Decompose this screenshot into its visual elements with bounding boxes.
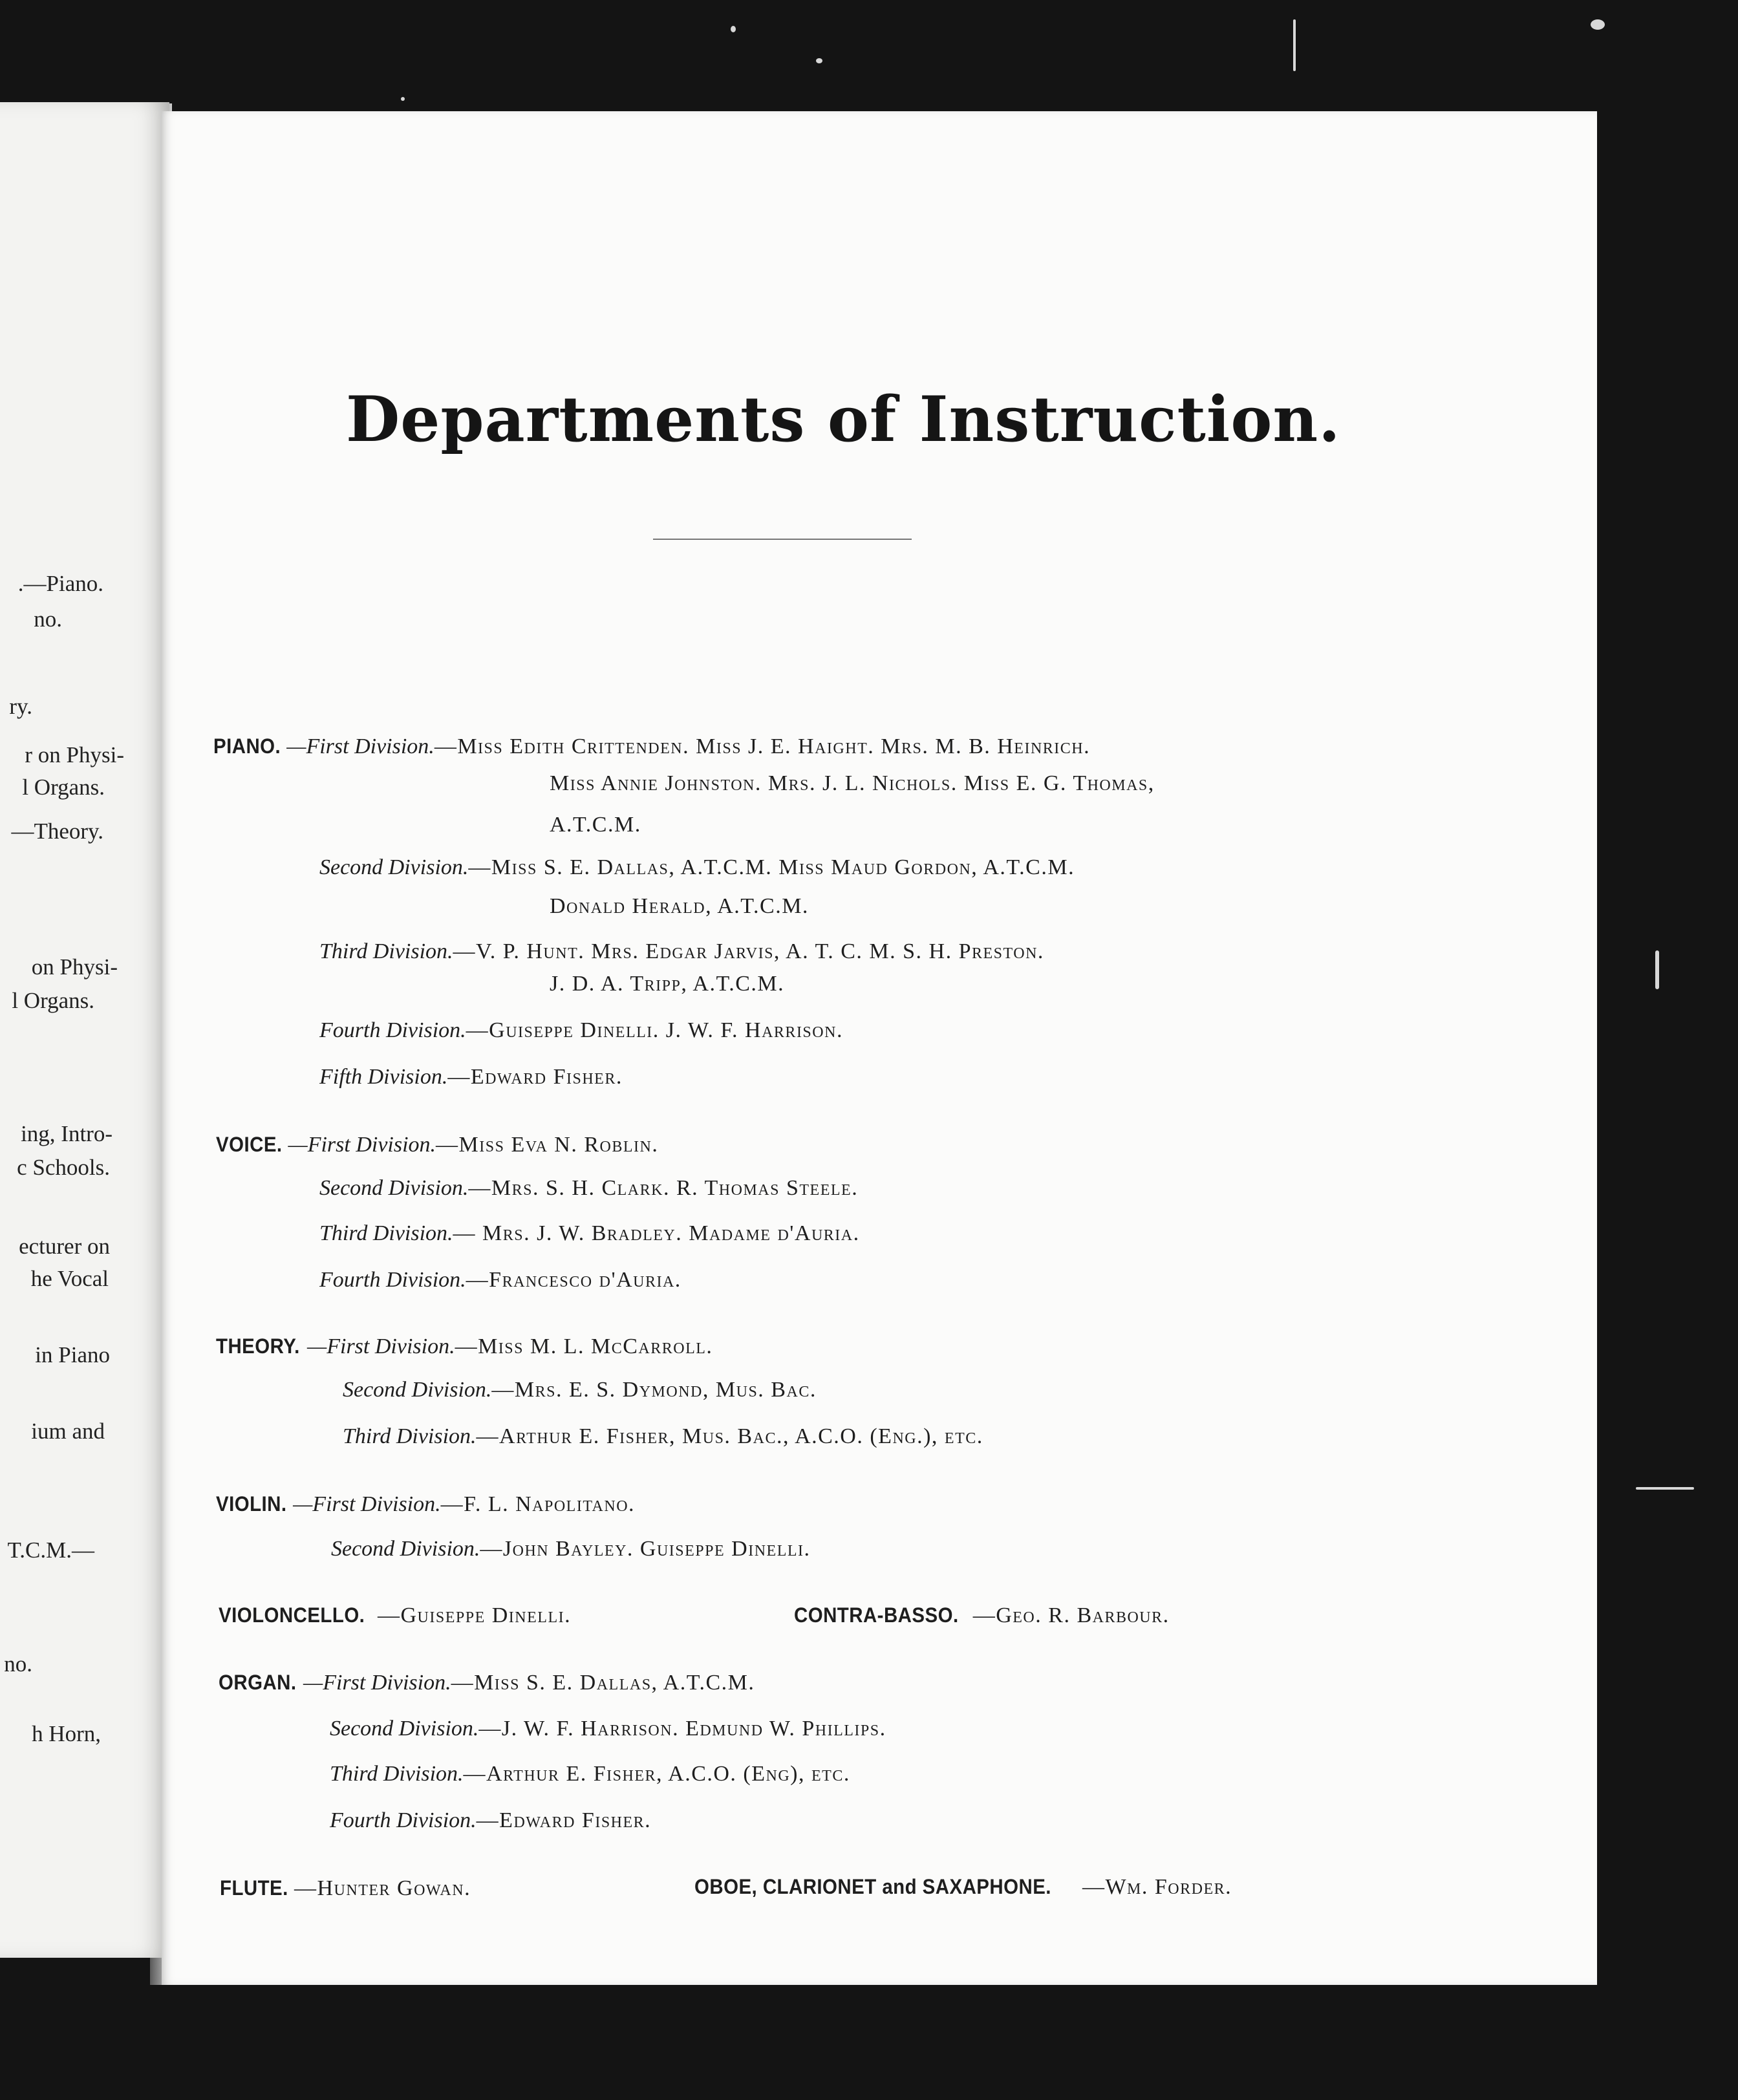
faculty-names: —Miss M. L. McCarroll. — [455, 1334, 713, 1358]
left-page-text: no. — [4, 1651, 32, 1677]
faculty-names: —Arthur E. Fisher, A.C.O. (Eng), etc. — [463, 1762, 850, 1786]
division-label: —First Division. — [288, 1133, 436, 1157]
faculty-names: —Mrs. S. H. Clark. R. Thomas Steele. — [468, 1176, 859, 1200]
division-label: —First Division. — [303, 1671, 451, 1695]
faculty-names: —Guiseppe Dinelli. J. W. F. Harrison. — [466, 1018, 843, 1042]
division-label: —First Division. — [293, 1492, 441, 1516]
organ-fourth-division — [330, 1808, 651, 1834]
voice-fourth-division — [319, 1267, 681, 1293]
division-label: Fourth Division. — [330, 1808, 477, 1832]
piano-first-division — [213, 733, 1090, 760]
faculty-names: —F. L. Napolitano. — [440, 1492, 636, 1516]
faculty-names: A.T.C.M. — [550, 813, 641, 837]
dept-label-flute: FLUTE. — [220, 1876, 288, 1900]
division-label: Fifth Division. — [319, 1065, 448, 1089]
theory-second-division — [343, 1377, 817, 1403]
division-label: Second Division. — [331, 1537, 480, 1561]
faculty-names: Donald Herald, A.T.C.M. — [550, 894, 809, 918]
faculty-names: Miss Annie Johnston. Mrs. J. L. Nichols. Miss E. G. Thomas, — [550, 771, 1155, 795]
left-page-text: .—Piano. — [17, 571, 103, 596]
left-page-text: no. — [34, 606, 62, 632]
dept-label-piano: PIANO. — [213, 734, 281, 758]
left-page-text: ing, Intro- — [21, 1121, 113, 1146]
dust-speck — [816, 58, 822, 63]
left-page-text: ry. — [9, 694, 32, 719]
division-label: Second Division. — [330, 1717, 479, 1741]
voice-third-division — [319, 1221, 860, 1247]
faculty-names: —Mrs. E. S. Dymond, Mus. Bac. — [491, 1378, 817, 1402]
faculty-names: — Mrs. J. W. Bradley. Madame d'Auria. — [453, 1221, 860, 1245]
faculty-names: —Arthur E. Fisher, Mus. Bac., A.C.O. (Eng.), etc. — [476, 1424, 983, 1448]
dust-speck — [1293, 19, 1296, 71]
dept-label-violin: VIOLIN. — [216, 1492, 287, 1516]
left-page-text: l Organs. — [12, 988, 94, 1013]
left-page-text: he Vocal — [30, 1266, 109, 1291]
violoncello-line — [219, 1602, 571, 1629]
division-label: Third Division. — [319, 939, 453, 963]
left-page-text: in Piano — [35, 1342, 110, 1367]
left-page-text: ecturer on — [19, 1234, 110, 1259]
left-page-text: ium and — [31, 1419, 105, 1444]
faculty-names: —V. P. Hunt. Mrs. Edgar Jarvis, A. T. C. M. S. H. Preston. — [453, 939, 1044, 963]
voice-first-division — [216, 1131, 658, 1158]
piano-fourth-division — [319, 1018, 843, 1044]
division-label: Second Division. — [343, 1378, 492, 1402]
dust-speck — [731, 26, 736, 32]
left-page-text: —Theory. — [11, 819, 103, 844]
left-page-text: on Physi- — [31, 954, 118, 980]
piano-second-division — [319, 855, 1075, 881]
faculty-names: —John Bayley. Guiseppe Dinelli. — [480, 1537, 811, 1561]
dust-speck — [1655, 950, 1659, 989]
division-label: —First Division. — [307, 1334, 455, 1358]
dust-speck — [401, 97, 405, 101]
division-label: Second Division. — [319, 855, 469, 879]
division-label: Third Division. — [319, 1221, 453, 1245]
division-label: Third Division. — [330, 1762, 464, 1786]
left-page-text: c Schools. — [17, 1155, 110, 1180]
division-label: —First Division. — [286, 734, 434, 758]
faculty-names: —Edward Fisher. — [476, 1808, 652, 1832]
faculty-names: —Miss S. E. Dallas, A.T.C.M. Miss Maud Gordon, A.T.C.M. — [468, 855, 1075, 879]
piano-fifth-division — [319, 1064, 623, 1090]
faculty-names: —J. W. F. Harrison. Edmund W. Phillips. — [478, 1717, 886, 1741]
contrabasso-line — [794, 1602, 1170, 1629]
dept-label-theory: THEORY. — [216, 1334, 300, 1358]
dust-speck — [1636, 1487, 1694, 1490]
oboe-line — [694, 1874, 1232, 1900]
dept-label-organ: ORGAN. — [219, 1671, 297, 1694]
page-title: Departments of Instruction. — [346, 383, 1341, 456]
violin-first-division — [216, 1491, 635, 1517]
division-label: Fourth Division. — [319, 1018, 466, 1042]
division-label: Second Division. — [319, 1176, 469, 1200]
faculty-names: —Miss S. E. Dallas, A.T.C.M. — [451, 1671, 755, 1695]
left-page — [0, 102, 169, 1958]
dept-label-oboe: OBOE, CLARIONET and SAXAPHONE. — [694, 1875, 1051, 1898]
theory-first-division — [216, 1333, 713, 1360]
dust-speck — [1591, 19, 1605, 30]
faculty-names: —Wm. Forder. — [1082, 1875, 1232, 1899]
faculty-names: —Guiseppe Dinelli. — [378, 1603, 572, 1627]
voice-second-division — [319, 1175, 858, 1201]
faculty-names: —Hunter Gowan. — [294, 1876, 471, 1900]
faculty-names: —Miss Edith Crittenden. Miss J. E. Haight. Mrs. M. B. Heinrich. — [434, 734, 1091, 758]
faculty-names: —Geo. R. Barbour. — [972, 1603, 1170, 1627]
title-divider — [653, 539, 912, 540]
division-label: Fourth Division. — [319, 1268, 466, 1292]
faculty-names: —Miss Eva N. Roblin. — [436, 1133, 659, 1157]
left-page-text: r on Physi- — [25, 742, 124, 767]
organ-third-division — [330, 1761, 850, 1787]
left-page-text: T.C.M.— — [7, 1538, 94, 1563]
dept-label-violoncello: VIOLONCELLO. — [219, 1603, 365, 1627]
violin-second-division — [331, 1536, 811, 1562]
piano-third-division — [319, 939, 1044, 965]
faculty-names: —Francesco d'Auria. — [466, 1268, 681, 1292]
main-page — [162, 111, 1597, 1985]
faculty-names: J. D. A. Tripp, A.T.C.M. — [550, 972, 785, 996]
flute-line — [220, 1875, 471, 1902]
faculty-names: —Edward Fisher. — [447, 1065, 623, 1089]
division-label: Third Division. — [343, 1424, 477, 1448]
theory-third-division — [343, 1424, 983, 1450]
organ-first-division — [219, 1669, 755, 1696]
left-page-text: h Horn, — [32, 1721, 101, 1746]
organ-second-division — [330, 1716, 886, 1742]
dept-label-contrabasso: CONTRA-BASSO. — [794, 1603, 959, 1627]
left-page-text: l Organs. — [22, 775, 105, 800]
dept-label-voice: VOICE. — [216, 1133, 283, 1156]
